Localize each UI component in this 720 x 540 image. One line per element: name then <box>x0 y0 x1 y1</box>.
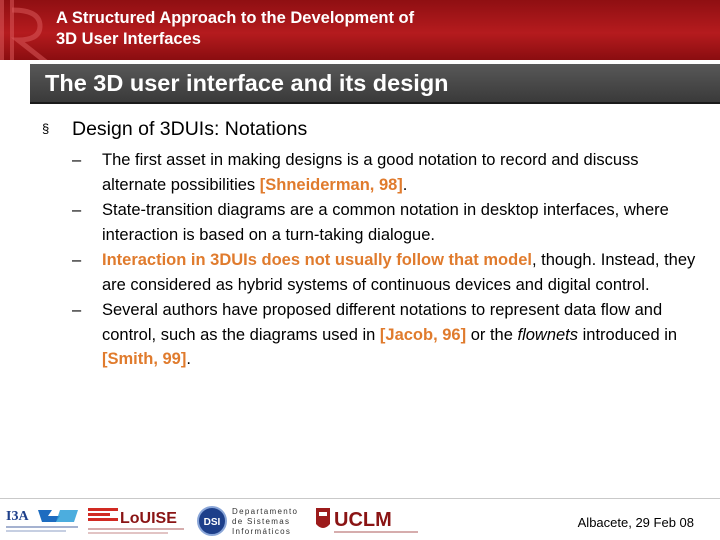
sub-bullet-3 <box>42 248 702 297</box>
sub-bullet-2-text: State-transition diagrams are a common notation in desktop interfaces, where interaction is based on a turn-taking dialogue. <box>102 201 669 244</box>
deck-title <box>56 8 414 50</box>
i3a-logo-icon <box>4 504 82 536</box>
header-logo-icon <box>0 0 60 60</box>
louise-logo-icon <box>86 504 190 538</box>
louise-logo-letters: LoUISE <box>120 510 177 527</box>
main-bullet <box>42 116 702 142</box>
sub-bullet-4-text-a: Several authors have proposed different notations to represent data flow and control, such as the diagrams used in <box>102 301 663 344</box>
i3a-logo <box>4 504 82 536</box>
footer <box>0 498 720 540</box>
reference-jacob: [Jacob, 96] <box>379 325 467 344</box>
sub-bullet-2 <box>42 198 702 247</box>
dash-icon: – <box>72 301 82 319</box>
dept-line3: Informáticos <box>232 527 292 536</box>
dept-line1: Departamento <box>232 507 299 516</box>
dsi-logo <box>196 504 308 538</box>
dash-icon: – <box>72 201 82 219</box>
sub-bullet-1-end: . <box>402 175 408 194</box>
deck-title-line1: A Structured Approach to the Development of <box>56 9 415 27</box>
bullet-marker-icon: § <box>42 121 50 136</box>
sub-bullet-list <box>42 148 702 372</box>
sub-bullet-3-text: , though. Instead, they are considered as hybrid systems of continuous devices and digital control. <box>102 251 696 294</box>
sub-bullet-1-text: The first asset in making designs is a good notation to record and discuss alternate possibilities <box>102 151 639 194</box>
footer-divider <box>0 498 720 499</box>
sub-bullet-4-text-d: . <box>186 350 191 368</box>
footer-location-date: Albacete, 29 Feb 08 <box>577 515 694 530</box>
deck-title-line2: 3D User Interfaces <box>56 30 201 48</box>
dash-icon: – <box>72 151 82 169</box>
sub-bullet-4-text-c: introduced in <box>578 325 678 344</box>
sub-bullet-4-text-b: or the <box>466 325 518 344</box>
i3a-logo-letters: I3A <box>6 509 29 524</box>
header-band <box>0 0 720 60</box>
dash-icon: – <box>72 251 82 269</box>
reference-smith: [Smith, 99] <box>102 350 187 368</box>
uclm-logo-letters: UCLM <box>334 509 392 531</box>
reference-shneiderman: [Shneiderman, 98] <box>259 175 403 194</box>
uclm-logo-icon <box>312 504 420 538</box>
slide-title-bar <box>30 64 720 104</box>
dsi-logo-letters: DSI <box>203 517 221 528</box>
sub-bullet-1 <box>42 148 702 197</box>
dept-line2: de Sistemas <box>232 517 291 526</box>
slide-content <box>42 116 702 373</box>
main-bullet-text: Design of 3DUIs: Notations <box>72 118 308 140</box>
sub-bullet-4-flownets: flownets <box>517 325 579 344</box>
louise-logo <box>86 504 190 538</box>
dsi-logo-icon <box>196 504 308 538</box>
uclm-logo <box>312 504 420 538</box>
sub-bullet-3-highlight: Interaction in 3DUIs does not usually follow that model <box>102 251 532 269</box>
slide-title: The 3D user interface and its design <box>45 70 449 96</box>
sub-bullet-4 <box>42 298 702 372</box>
